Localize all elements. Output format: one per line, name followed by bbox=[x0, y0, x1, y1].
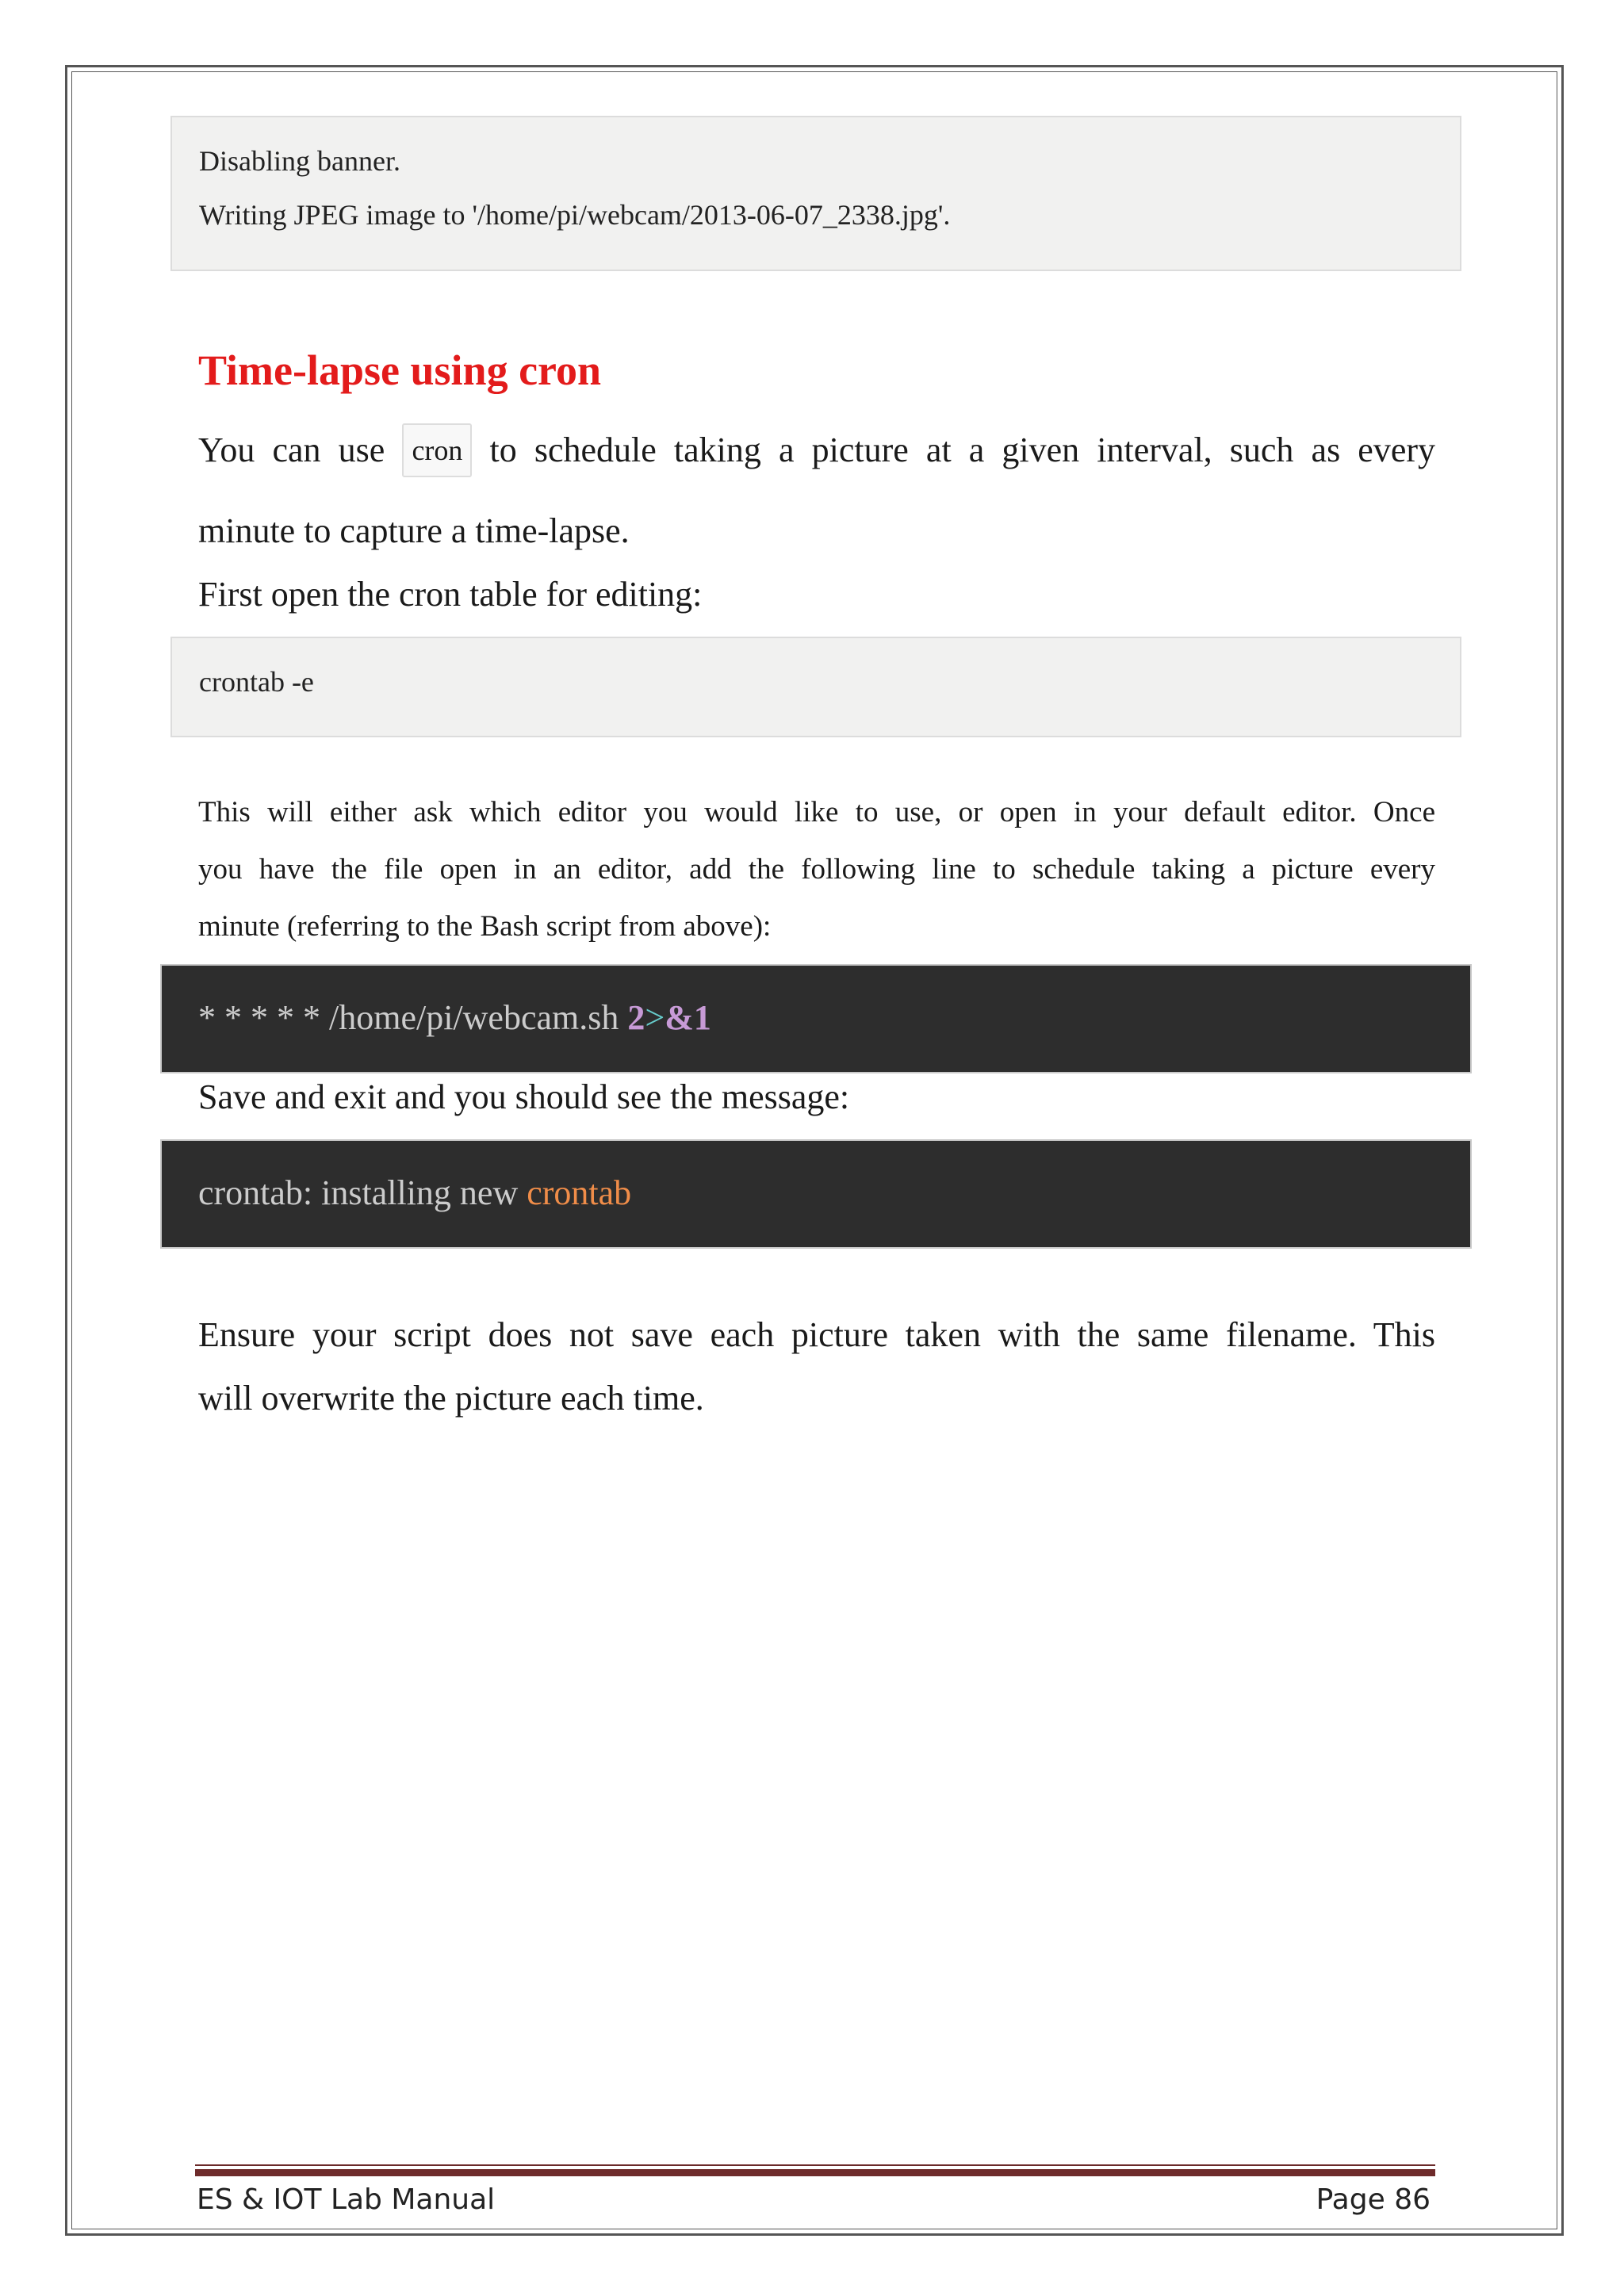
install-message-text: crontab: installing new bbox=[198, 1173, 527, 1212]
intro-paragraph-line-2: minute to capture a time-lapse. bbox=[198, 511, 630, 550]
inline-code-cron: cron bbox=[402, 423, 472, 477]
ensure-paragraph-line-2: will overwrite the picture each time. bbox=[198, 1379, 704, 1418]
crontab-command-block bbox=[170, 637, 1461, 737]
editor-paragraph-line-3: minute (referring to the Bash script from above): bbox=[198, 910, 772, 943]
footer-manual-title: ES & IOT Lab Manual bbox=[197, 2183, 496, 2216]
footer-rule-thick bbox=[195, 2169, 1435, 2176]
cron-entry-line bbox=[198, 997, 711, 1038]
output-line-2: Writing JPEG image to '/home/pi/webcam/2013-06-07_2338.jpg'. bbox=[199, 199, 951, 231]
footer-page-number: Page 86 bbox=[1316, 2183, 1431, 2216]
cron-entry-target: &1 bbox=[665, 998, 711, 1037]
cron-entry-prefix: * * * * * /home/pi/webcam.sh bbox=[198, 998, 628, 1037]
open-table-paragraph: First open the cron table for editing: bbox=[198, 575, 703, 614]
install-message-line bbox=[198, 1173, 631, 1213]
intro-text-before: You can use bbox=[198, 430, 385, 469]
install-message-block bbox=[160, 1139, 1472, 1249]
save-paragraph: Save and exit and you should see the message: bbox=[198, 1077, 850, 1116]
output-line-1: Disabling banner. bbox=[199, 145, 400, 177]
cron-entry-number: 2 bbox=[627, 998, 645, 1037]
footer-rule-thin bbox=[195, 2164, 1435, 2166]
editor-paragraph-line-1: This will either ask which editor you would like to use, or open in your default editor. Once bbox=[198, 796, 1435, 828]
cron-entry-operator: > bbox=[645, 998, 665, 1037]
crontab-command: crontab -e bbox=[199, 666, 314, 698]
install-message-keyword: crontab bbox=[527, 1173, 632, 1212]
intro-paragraph-line-1 bbox=[198, 422, 1435, 480]
intro-text-after: to schedule taking a picture at a given interval, such as every bbox=[489, 430, 1436, 469]
output-code-block bbox=[170, 116, 1461, 271]
section-heading: Time-lapse using cron bbox=[198, 346, 602, 394]
editor-paragraph-line-2: you have the file open in an editor, add the following line to schedule taking a picture every bbox=[198, 853, 1435, 886]
cron-entry-block bbox=[160, 964, 1472, 1073]
ensure-paragraph-line-1: Ensure your script does not save each picture taken with the same filename. This bbox=[198, 1315, 1435, 1354]
